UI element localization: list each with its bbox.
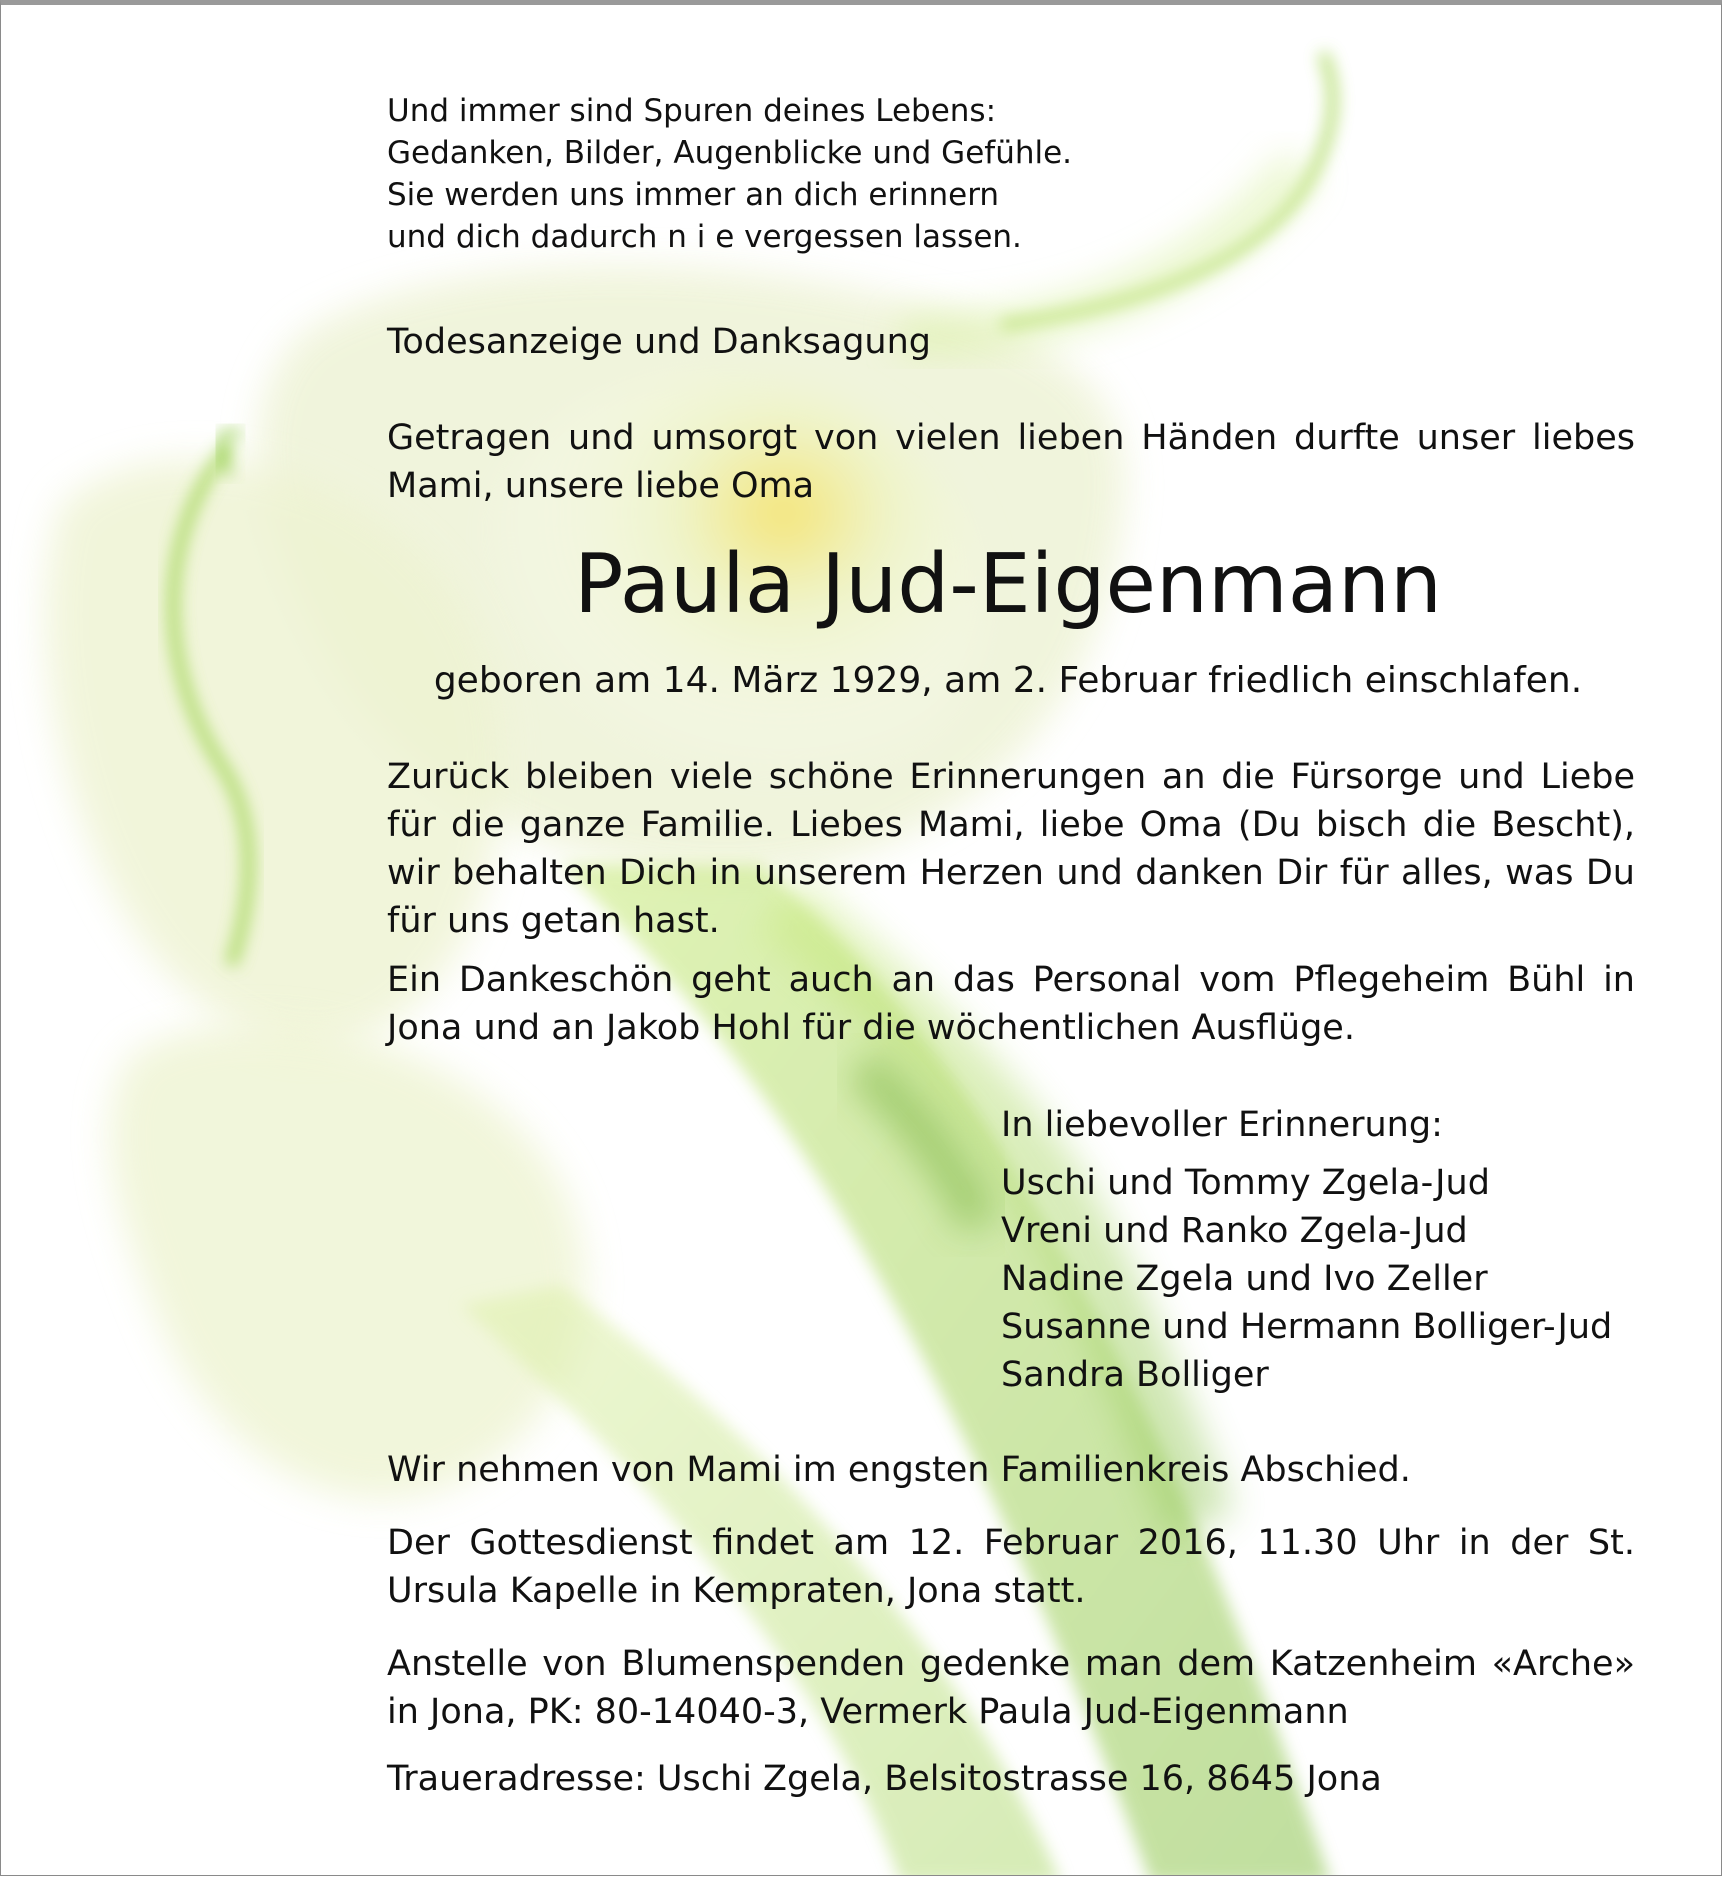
verse-line: Und immer sind Spuren deines Lebens: (387, 93, 997, 129)
family-member: Susanne und Hermann Bolliger-Jud (1001, 1307, 1613, 1347)
farewell-paragraph: Wir nehmen von Mami im engsten Familienkreis Abschied. (387, 1450, 1411, 1490)
thanks-paragraph: Ein Dankeschön geht auch an das Personal vom Pflegeheim Bühl in Jona und an Jakob Hohl für die wöchentlichen Ausflüge. (387, 960, 1635, 1048)
family-member: Vreni und Ranko Zgela-Jud (1001, 1211, 1468, 1251)
family-member: Uschi und Tommy Zgela-Jud (1001, 1163, 1490, 1203)
memorial-verse (387, 90, 1635, 258)
family-member: Sandra Bolliger (1001, 1355, 1269, 1395)
signoff-line: In liebevoller Erinnerung: (1001, 1105, 1443, 1145)
mourning-address: Traueradresse: Uschi Zgela, Belsitostrasse 16, 8645 Jona (387, 1759, 1382, 1799)
intro-paragraph: Getragen und umsorgt von vielen lieben Händen durfte unser liebes Mami, unsere liebe Oma (387, 418, 1635, 506)
memories-paragraph: Zurück bleiben viele schöne Erinnerungen an die Fürsorge und Liebe für die ganze Familie. Liebes Mami, liebe Oma (Du bisch die Bescht), wir behalten Dich in unserem Herzen und danken Dir für alles, was Du für uns getan hast. (387, 757, 1635, 941)
deceased-name: Paula Jud-Eigenmann (573, 537, 1442, 632)
verse-line: und dich dadurch n i e vergessen lassen. (387, 219, 1022, 255)
birth-death-line: geboren am 14. März 1929, am 2. Februar friedlich einschlafen. (433, 660, 1583, 701)
verse-line: Gedanken, Bilder, Augenblicke und Gefühle. (387, 135, 1073, 171)
verse-line: Sie werden uns immer an dich erinnern (387, 177, 1000, 213)
donations-paragraph: Anstelle von Blumenspenden gedenke man dem Katzenheim «Arche» in Jona, PK: 80-14040-3, Vermerk Paula Jud-Eigenmann (387, 1644, 1635, 1732)
family-list (1001, 1159, 1612, 1399)
service-paragraph: Der Gottesdienst findet am 12. Februar 2016, 11.30 Uhr in der St. Ursula Kapelle in Kempraten, Jona statt. (387, 1523, 1635, 1611)
notice-heading: Todesanzeige und Danksagung (387, 322, 932, 362)
family-member: Nadine Zgela und Ivo Zeller (1001, 1259, 1488, 1299)
